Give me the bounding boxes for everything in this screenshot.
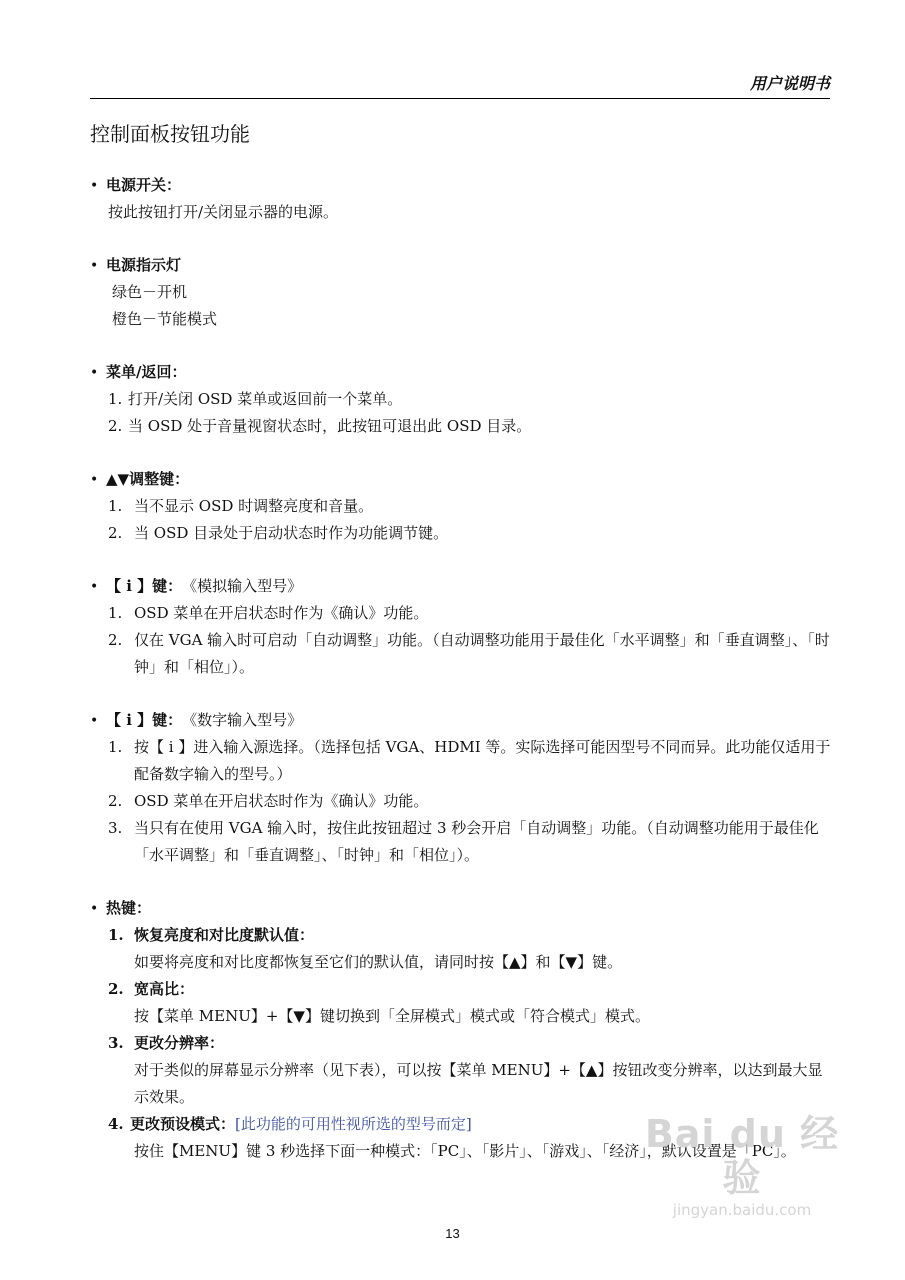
list-item: 2. 仅在 VGA 输入时可启动「自动调整」功能。（自动调整功能用于最佳化「水平调整」和「垂直调整」、「时钟」和「相位」）。	[108, 631, 830, 676]
section-power	[90, 172, 835, 226]
page-title: 控制面板按钮功能	[90, 122, 250, 146]
list-item: 2. 当 OSD 目录处于启动状态时作为功能调节键。	[108, 524, 449, 542]
section-menu	[90, 359, 835, 440]
watermark-logo: Bai du 经验	[644, 1112, 840, 1200]
section-heading: 电源指示灯	[106, 256, 182, 274]
section-i-analog	[90, 573, 835, 681]
section-i-digital	[90, 707, 835, 869]
list-item: 1. OSD 菜单在开启状态时作为《确认》功能。	[108, 604, 429, 622]
bullet-icon: •	[90, 579, 99, 595]
bullet-icon: •	[90, 713, 99, 729]
document-body	[90, 172, 835, 1191]
header-title: 用户说明书	[749, 74, 830, 93]
section-description: 按此按钮打开/关闭显示器的电源。	[108, 203, 339, 221]
hotkey-title: 4. 更改预设模式： [此功能的可用性视所选的型号而定]	[90, 1111, 835, 1138]
hotkey-description: 按住【MENU】键 3 秒选择下面一种模式：「PC」、「影片」、「游戏」、「经济」，默认设置是「PC」。	[134, 1142, 796, 1160]
list-item: 1. 打开/关闭 OSD 菜单或返回前一个菜单。	[108, 390, 403, 408]
page-header	[90, 70, 830, 99]
hotkey-description: 对于类似的屏幕显示分辨率（见下表），可以按【菜单 MENU】+【▲】按钮改变分辨率，以达到最大显示效果。	[134, 1061, 823, 1106]
section-heading: 【 i 】键：	[106, 711, 183, 729]
bullet-icon: •	[90, 258, 99, 274]
hotkey-description: 按【菜单 MENU】+【▼】键切换到「全屏模式」模式或「符合模式」模式。	[134, 1007, 650, 1025]
baidu-watermark	[637, 1112, 847, 1220]
section-subtitle: 《模拟输入型号》	[182, 577, 303, 595]
section-heading: 电源开关：	[106, 176, 182, 194]
hotkey-title: 3. 更改分辨率：	[108, 1034, 225, 1052]
page-number: 13	[445, 1226, 460, 1241]
hotkey-description: 如要将亮度和对比度都恢复至它们的默认值，请同时按【▲】和【▼】键。	[134, 953, 623, 971]
hotkey-title: 1. 恢复亮度和对比度默认值：	[108, 926, 315, 944]
section-heading: 【 i 】键：	[106, 577, 183, 595]
list-item: 1. 当不显示 OSD 时调整亮度和音量。	[108, 497, 374, 515]
bullet-icon: •	[90, 178, 99, 194]
bullet-icon: •	[90, 365, 99, 381]
availability-note: [此功能的可用性视所选的型号而定]	[235, 1115, 472, 1133]
indicator-line: 橙色－节能模式	[112, 310, 218, 328]
section-heading: 热键：	[106, 899, 152, 917]
watermark-url: jingyan.baidu.com	[672, 1201, 812, 1219]
section-heading: ▲▼调整键：	[106, 470, 190, 488]
section-heading: 菜单/返回：	[106, 363, 187, 381]
bullet-icon: •	[90, 901, 99, 917]
bullet-icon: •	[90, 472, 99, 488]
list-item: 2. 当 OSD 处于音量视窗状态时，此按钮可退出此 OSD 目录。	[108, 417, 532, 435]
section-adjust	[90, 466, 835, 547]
hotkey-title: 2. 宽高比：	[108, 980, 195, 998]
list-item: 2. OSD 菜单在开启状态时作为《确认》功能。	[108, 792, 429, 810]
section-subtitle: 《数字输入型号》	[182, 711, 303, 729]
list-item: 1. 按【 i 】进入输入源选择。（选择包括 VGA、HDMI 等。实际选择可能因型号不同而异。此功能仅适用于配备数字输入的型号。）	[108, 738, 831, 783]
list-item: 3. 当只有在使用 VGA 输入时，按住此按钮超过 3 秒会开启「自动调整」功能。（自动调整功能用于最佳化「水平调整」和「垂直调整」、「时钟」和「相位」）。	[108, 819, 819, 864]
section-indicator	[90, 252, 835, 333]
indicator-line: 绿色－开机	[112, 283, 188, 301]
